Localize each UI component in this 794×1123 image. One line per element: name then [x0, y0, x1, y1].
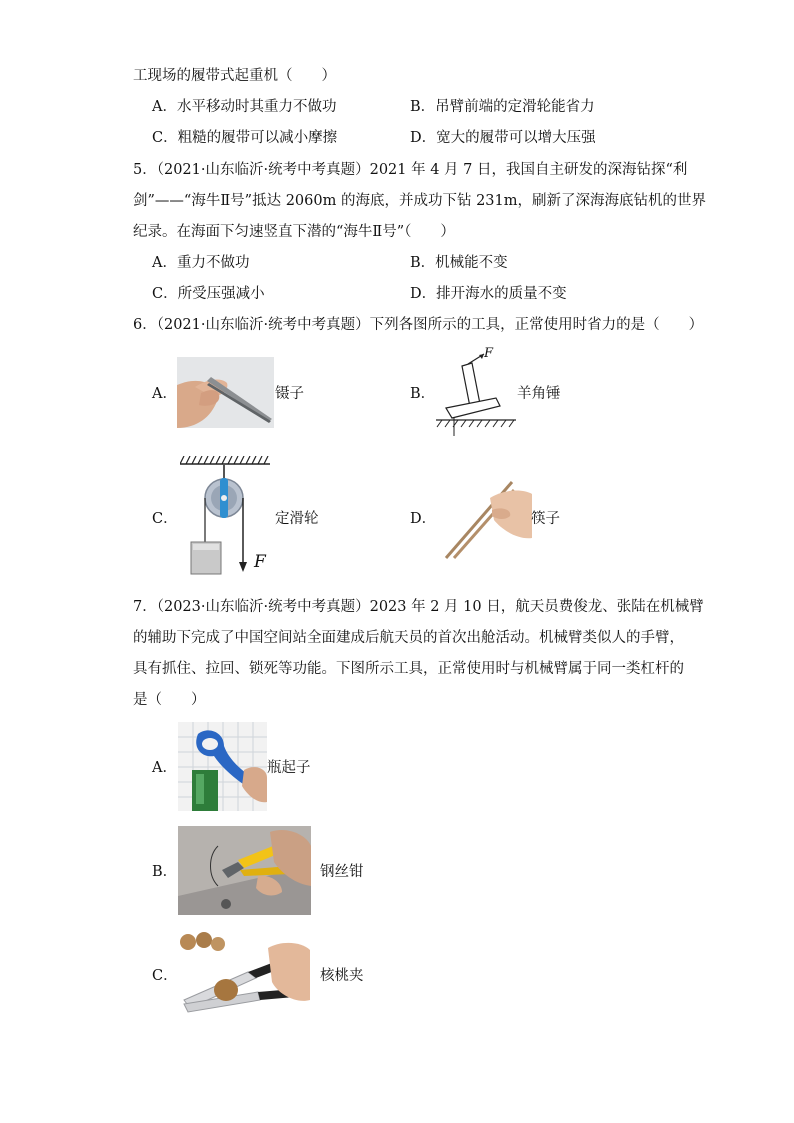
tweezers-photo [177, 357, 274, 428]
option-label: C． [152, 130, 178, 146]
q4-option-d [410, 128, 596, 148]
option-label: C． [152, 286, 178, 302]
q7-option-b-label: B． [152, 864, 178, 880]
nutcracker-photo [178, 930, 310, 1019]
q7-stem-line-2: 的辅助下完成了中国空间站全面建成后航天员的首次出舱活动。机械臂类似人的手臂， [133, 630, 684, 646]
q7-option-c-caption: 核桃夹 [320, 968, 364, 984]
option-text: 粗糙的履带可以减小摩擦 [177, 130, 338, 146]
q5-stem-line-3: 纪录。在海面下匀速竖直下潜的“海牛Ⅱ号”（ ） [133, 224, 455, 240]
q6-option-a-caption: 镊子 [275, 386, 304, 402]
option-label: A． [152, 99, 177, 115]
option-text: 水平移动时其重力不做功 [176, 99, 337, 115]
q7-option-b-caption: 钢丝钳 [320, 864, 364, 880]
q4-stem-tail: 工现场的履带式起重机（ ） [133, 68, 336, 84]
q6-stem: 6．（2021·山东临沂·统考中考真题）下列各图所示的工具，正常使用时省力的是（ ） [133, 317, 704, 333]
bottle-opener-photo [178, 722, 267, 811]
q6-option-d-caption: 筷子 [531, 511, 560, 527]
option-label: B． [410, 99, 436, 115]
q5-stem-line-1: 5．（2021·山东临沂·统考中考真题）2021 年 4 月 7 日，我国自主研发的深海钻探“利 [133, 162, 688, 178]
q6-option-b-label: B． [410, 386, 436, 402]
q5-stem-line-2: 剑”——“海牛Ⅱ号”抵达 2060m 的海底，并成功下钻 231m，刷新了深海海底钻机的世界 [133, 193, 706, 209]
q5-option-d [410, 284, 567, 304]
q7-option-a-caption: 瓶起子 [267, 760, 311, 776]
chopsticks-photo [442, 476, 532, 560]
claw-hammer-diagram [436, 346, 518, 438]
option-text: 吊臂前端的定滑轮能省力 [435, 99, 595, 115]
q4-option-b [410, 97, 595, 117]
q5-option-b [410, 253, 508, 273]
option-text: 机械能不变 [435, 255, 508, 271]
option-label: A． [152, 255, 177, 271]
q4-option-c [152, 128, 337, 148]
q6-option-b-caption: 羊角锤 [517, 386, 561, 402]
q4-option-a [152, 97, 336, 117]
option-text: 宽大的履带可以增大压强 [436, 130, 596, 146]
option-label: B． [410, 255, 436, 271]
force-label-f-pulley: F [254, 552, 266, 572]
q6-option-a-label: A． [152, 386, 177, 402]
q6-option-c-caption: 定滑轮 [275, 511, 319, 527]
q5-option-c [152, 284, 265, 304]
option-label: D． [410, 130, 437, 146]
q7-stem-line-1: 7．（2023·山东临沂·统考中考真题）2023 年 2 月 10 日，航天员费俊龙、张陆在机械臂 [133, 599, 704, 615]
q7-option-a-label: A． [152, 760, 177, 776]
q7-option-c-label: C． [152, 968, 178, 984]
option-label: D． [410, 286, 437, 302]
pliers-photo [178, 826, 311, 915]
q7-stem-line-4: 是（ ） [133, 692, 206, 708]
option-text: 排开海水的质量不变 [436, 286, 567, 302]
force-label-f: F [484, 346, 494, 361]
option-text: 重力不做功 [176, 255, 250, 271]
option-text: 所受压强减小 [177, 286, 265, 302]
q7-stem-line-3: 具有抓住、拉回、锁死等功能。下图所示工具，正常使用时与机械臂属于同一类杠杆的 [133, 661, 684, 677]
q6-option-d-label: D． [410, 511, 437, 527]
q6-option-c-label: C． [152, 511, 178, 527]
q5-option-a [152, 253, 249, 273]
